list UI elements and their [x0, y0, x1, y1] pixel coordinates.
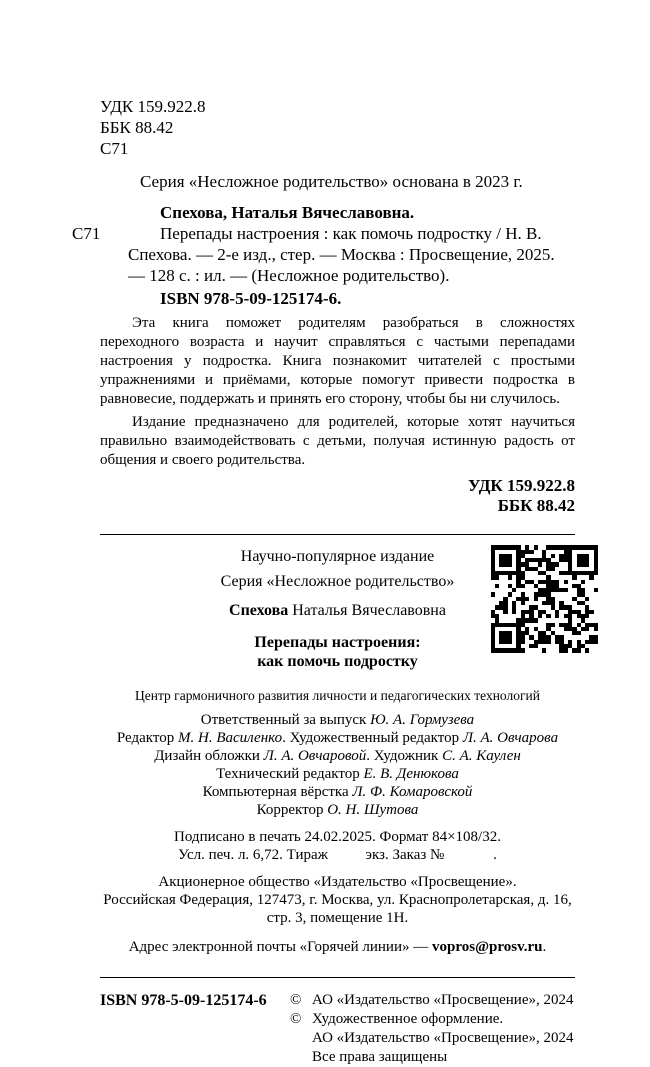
imprint-author-name: Наталья Вячеславовна	[288, 602, 446, 620]
imprint-title-line2: как помочь подростку	[257, 652, 418, 670]
top-codes	[100, 96, 575, 159]
copyright-block	[290, 991, 575, 1067]
classification-code: С71	[100, 139, 129, 158]
publisher-line2: Российская Федерация, 127473, г. Москва, ул. Краснопролетарская, д. 16,	[103, 892, 572, 909]
credit-line: Дизайн обложки Л. А. Овчаровой. Художник С. А. Каулен	[154, 748, 521, 765]
copyright-mark: ©	[290, 991, 302, 1008]
email-suffix: .	[542, 939, 547, 956]
publisher-info	[100, 873, 575, 927]
series-note: Серия «Несложное родительство» основана в 2023 г.	[140, 172, 523, 191]
copyright-text: Художественное оформление.	[312, 1010, 504, 1027]
udk-code: УДК 159.922.8	[100, 97, 206, 116]
imprint-section	[100, 547, 575, 956]
copyright-line	[290, 1048, 575, 1067]
copyright-text: Все права защищены	[312, 1048, 448, 1065]
footer	[100, 991, 575, 1067]
codes-right	[100, 476, 575, 516]
udk-code-right: УДК 159.922.8	[467, 476, 575, 496]
print-info-line1: Подписано в печать 24.02.2025. Формат 84×108/32.	[174, 829, 501, 846]
email-prefix: Адрес электронной почты «Горячей линии» —	[128, 939, 432, 956]
annotation-paragraph-1: Эта книга поможет родителям разобраться в сложностях переходного возраста и научит справляться с частыми перепадами настроения у подростка. Книга познакомит читателей с простыми упражнениями и приёмами, которые помогут привести подростка в равновесие, поддержать и принять его сторону, чтобы бы ни случилось.	[100, 315, 575, 408]
divider-bottom	[100, 977, 575, 978]
author-heading: Спехова, Наталья Вячеславовна.	[160, 202, 415, 222]
bbk-code-right: ББК 88.42	[497, 496, 575, 516]
footer-isbn: ISBN 978-5-09-125174-6	[100, 991, 267, 1009]
copyright-mark: ©	[290, 1010, 302, 1027]
credit-line: Редактор М. Н. Василенко. Художественный редактор Л. А. Овчарова	[116, 730, 559, 747]
publisher-line3: стр. 3, помещение 1Н.	[266, 910, 409, 927]
isbn-line: ISBN 978-5-09-125174-6.	[160, 289, 342, 309]
credit-line: Ответственный за выпуск Ю. А. Гормузева	[200, 712, 475, 729]
copyright-line	[290, 1029, 575, 1048]
copyright-text: АО «Издательство «Просвещение», 2024	[312, 991, 574, 1008]
copyright-text: АО «Издательство «Просвещение», 2024	[312, 1029, 574, 1046]
print-info-line2: Усл. печ. л. 6,72. Тираж экз. Заказ № .	[178, 847, 497, 864]
copyright-line	[290, 991, 575, 1010]
credit-line: Технический редактор Е. В. Денюкова	[216, 766, 459, 783]
credit-line: Компьютерная вёрстка Л. Ф. Комаровской	[202, 784, 473, 801]
credits-block	[100, 711, 575, 819]
bibliographic-entry	[72, 223, 575, 286]
qr-code	[491, 545, 598, 652]
email-line	[100, 938, 575, 956]
print-info	[100, 828, 575, 864]
imprint-series: Серия «Несложное родительство»	[220, 572, 455, 590]
credit-line: Корректор О. Н. Шутова	[256, 802, 419, 819]
divider-top	[100, 534, 575, 535]
imprint-title-line1: Перепады настроения:	[254, 633, 421, 651]
imprint-author-surname: Спехова	[229, 602, 289, 620]
email-address: vopros@prosv.ru	[432, 939, 543, 956]
edition-kind: Научно-популярное издание	[240, 548, 435, 566]
bbk-code: ББК 88.42	[100, 118, 174, 137]
publisher-line1: Акционерное общество «Издательство «Просвещение».	[158, 874, 517, 891]
annotation-paragraph-2: Издание предназначено для родителей, которые хотят научиться правильно взаимодействовать с детьми, получая истинную радость от общения и своего родительства.	[100, 414, 575, 469]
margin-code: С71	[72, 224, 101, 244]
copyright-mark	[290, 1029, 312, 1048]
copyright-mark	[290, 1048, 312, 1067]
biblio-text: Перепады настроения : как помочь подростку / Н. В. Спехова. — 2-е изд., стер. — Москва : Просвещение, 2025. — 128 с. : ил. — (Несложное родительство).	[128, 224, 555, 286]
copyright-line	[290, 1010, 575, 1029]
center-note: Центр гармоничного развития личности и педагогических технологий	[135, 687, 540, 703]
